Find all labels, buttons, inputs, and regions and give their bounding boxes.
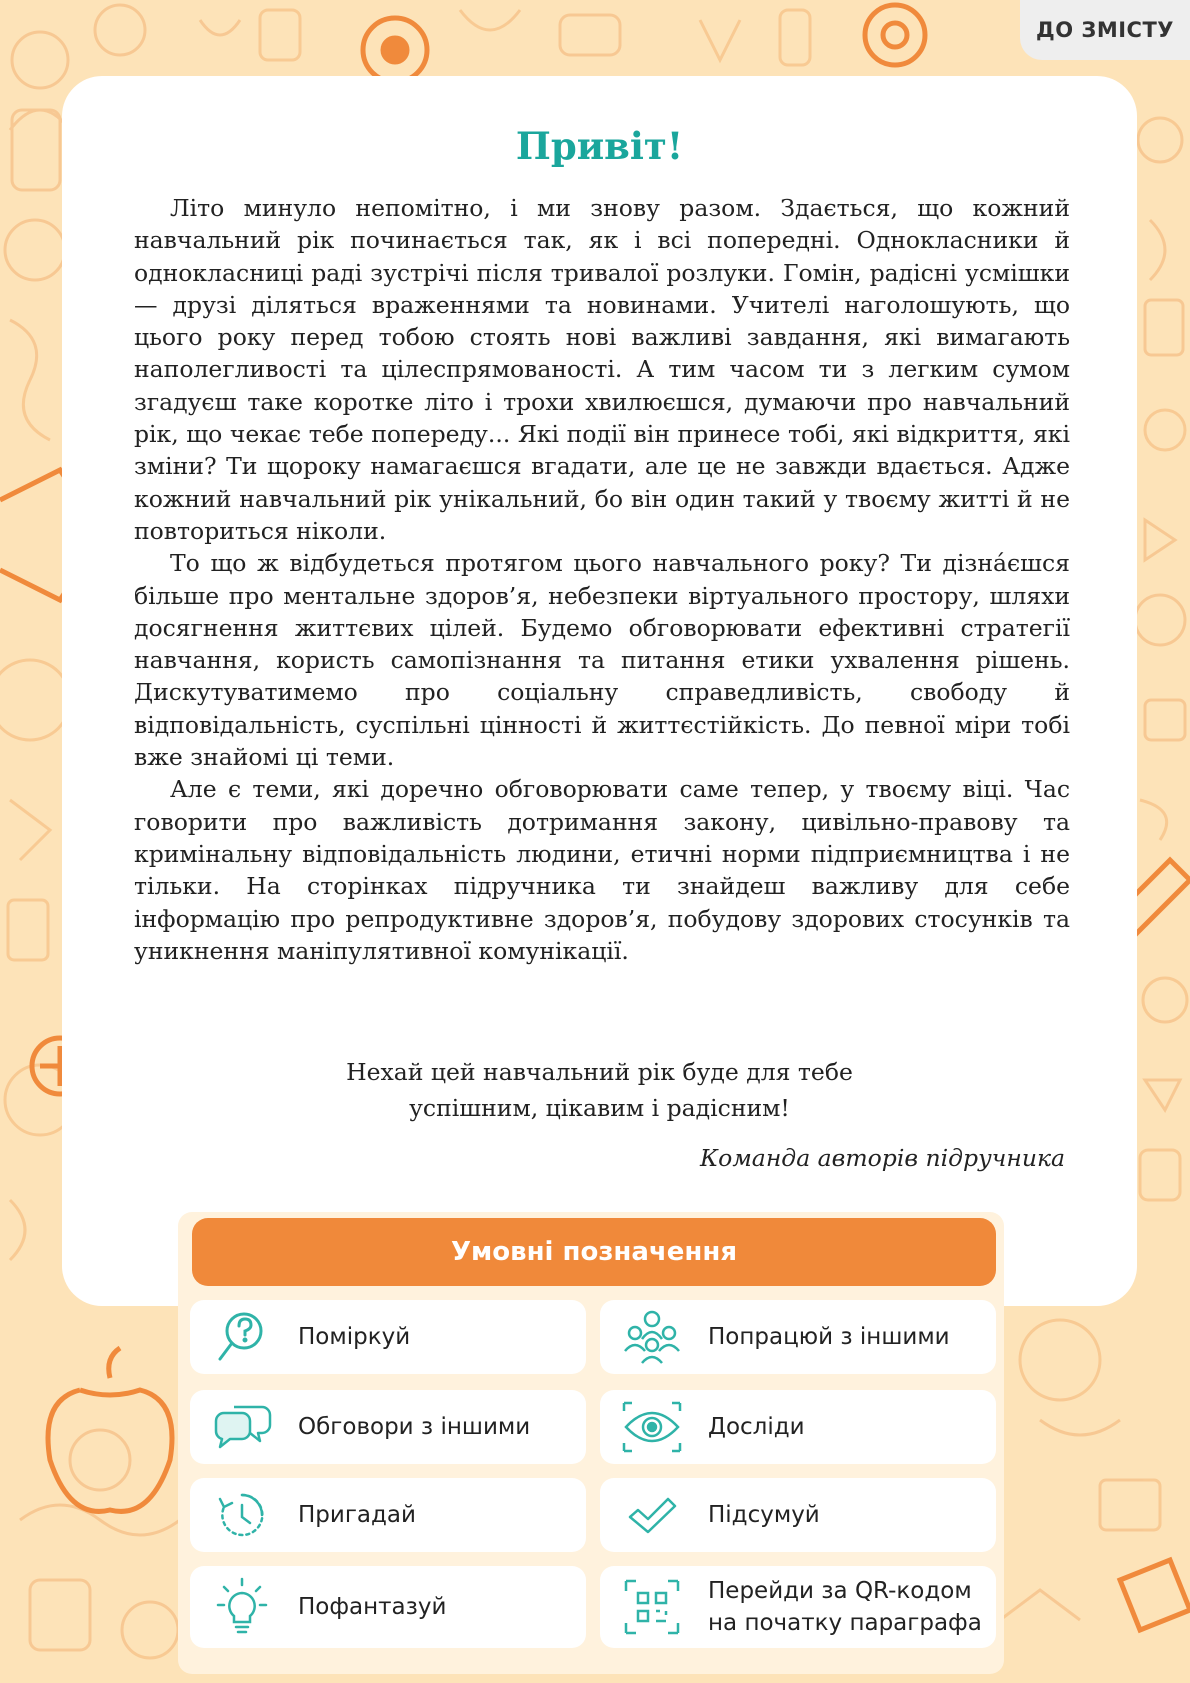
question-magnifier-icon xyxy=(210,1305,274,1369)
legend-label-line: Перейди за QR-кодом xyxy=(708,1578,972,1604)
letter-paragraph: Але є теми, які доречно обговорювати саме тепер, у твоєму віці. Час говорити про важливість дотримання закону, цивільно-правову та кримінальну відповідальність людини, етичні норми підприємництва і не тільки. На сторінках підручника ти знайдеш важливу для себе інформацію про репродуктивне здоров’я, побудову здорових стосунків та уникнення маніпулятивної комунікації. xyxy=(134,775,1070,965)
legend-item-summarize xyxy=(600,1478,996,1552)
legend-label-line: на початку параграфа xyxy=(708,1610,982,1636)
table-of-contents-button[interactable]: ДО ЗМІСТУ xyxy=(1020,0,1190,60)
legend-item-discuss xyxy=(190,1390,586,1464)
legend-item-teamwork xyxy=(600,1300,996,1374)
legend-item-research xyxy=(600,1390,996,1464)
greeting-card xyxy=(62,76,1137,1306)
authors-signature: Команда авторів підручника xyxy=(699,1144,1065,1172)
legend-item-think xyxy=(190,1300,586,1374)
legend-label: Досліди xyxy=(708,1414,805,1440)
legend-item-qr-code xyxy=(600,1566,996,1648)
closing-line: успішним, цікавим і радісним! xyxy=(409,1094,790,1122)
legend-label xyxy=(708,1575,982,1639)
speech-bubbles-icon xyxy=(210,1395,274,1459)
legend-item-recall xyxy=(190,1478,586,1552)
legend-label: Поміркуй xyxy=(298,1324,411,1350)
clock-history-icon xyxy=(210,1483,274,1547)
letter-paragraph: То що ж відбудеться протягом цього навчального року? Ти дізна́єшся більше про ментальне здоров’я, небезпеки віртуального простору, шляхи досягнення життєвих цілей. Будемо обговорювати ефективні стратегії навчання, користь самопізнання та питання етики ухвалення рішень. Дискутуватимемо про соціальну справедливість, свободу й відповідальність, суспільні цінності й життєстійкість. До певної міри тобі вже знайомі ці теми. xyxy=(134,549,1070,772)
greeting-letter xyxy=(134,192,1070,967)
legend-label: Підсумуй xyxy=(708,1502,820,1528)
people-group-icon xyxy=(620,1305,684,1369)
greeting-title: Привіт! xyxy=(515,124,684,168)
legend-label: Пофантазуй xyxy=(298,1594,447,1620)
qr-code-icon xyxy=(620,1575,684,1639)
legend-title: Умовні позначення xyxy=(192,1218,996,1286)
legend-item-imagine xyxy=(190,1566,586,1648)
eye-icon xyxy=(620,1395,684,1459)
legend-label: Обговори з іншими xyxy=(298,1414,531,1440)
lightbulb-icon xyxy=(210,1575,274,1639)
legend-label: Попрацюй з іншими xyxy=(708,1324,950,1350)
letter-paragraph: Літо минуло непомітно, і ми знову разом. Здається, що кожний навчальний рік починається так, як і всі попередні. Однокласники й однокласниці раді зустрічі після тривалої розлуки. Гомін, радісні усмішки — друзі діляться враженнями та новинами. Учителі наголошують, що цього року перед тобою стоять нові важливі завдання, які вимагають наполегливості та цілеспрямованості. А тим часом ти з легким сумом згадуєш таке коротке літо і трохи хвилюєшся, думаючи про навчальний рік, що чекає тебе попереду... Які події він принесе тобі, які відкриття, які зміни? Ти щороку намагаєшся вгадати, але це не завжди вдається. Адже кожний навчальний рік унікальний, бо він один такий у твоєму житті й не повториться ніколи. xyxy=(134,194,1070,545)
closing-wish xyxy=(62,1054,1137,1126)
closing-line: Нехай цей навчальний рік буде для тебе xyxy=(346,1058,853,1086)
checkmark-icon xyxy=(620,1483,684,1547)
legend-label: Пригадай xyxy=(298,1502,416,1528)
